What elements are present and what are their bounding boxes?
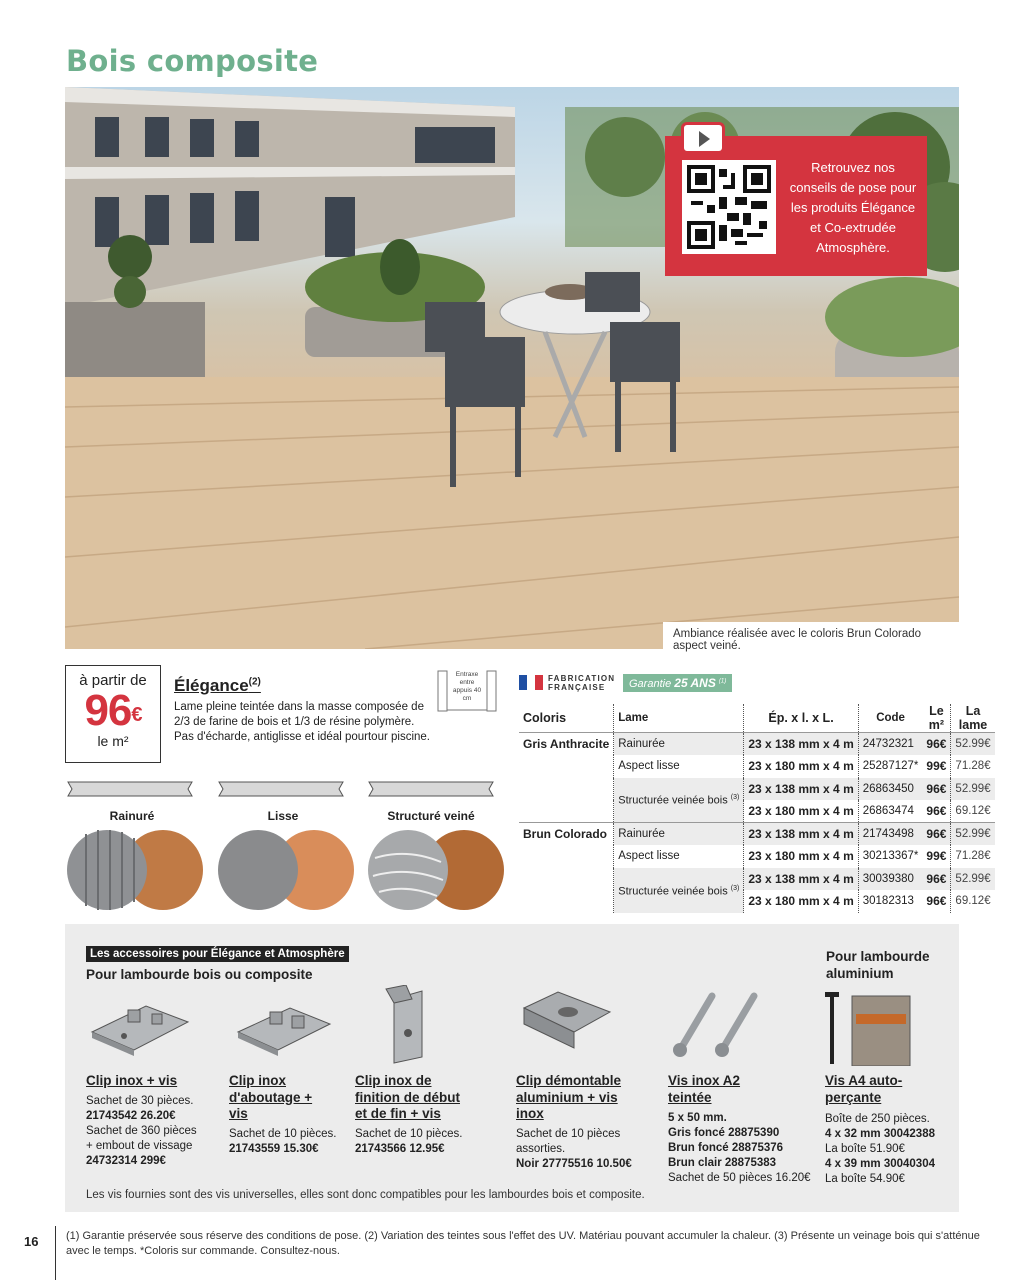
coloris-gris: Gris Anthracite (519, 733, 614, 823)
acc-detail-clip-aboutage: Sachet de 10 pièces. 21743559 15.30€ (229, 1128, 337, 1155)
acc-detail-clip-finition: Sachet de 10 pièces. 21743566 12.95€ (355, 1128, 463, 1155)
coloris-brun: Brun Colorado (519, 823, 614, 913)
swatch-rainure (66, 828, 206, 912)
screws-a4-box-icon (824, 990, 914, 1066)
table-row: 23 x 180 mm x 4 m 30182313 96€ 69.12€ (519, 890, 995, 913)
acc-title-clip-demontable: Clip démontable aluminium + vis inox (516, 1073, 622, 1121)
profile-structure-icon (367, 776, 495, 802)
price-unit: le m² (97, 733, 129, 749)
clip-inox-icon (88, 996, 192, 1060)
clip-finition-icon (382, 985, 434, 1065)
fabrication-label: FABRICATION FRANÇAISE (548, 674, 616, 692)
col-code: Code (858, 704, 922, 733)
acc-title-vis-inox: Vis inox A2 teintée (668, 1073, 741, 1105)
qr-text: Retrouvez nos conseils de pose pour les produits Élégance et Co-extrudée Atmosphère. (789, 160, 917, 255)
acc-title-clip-aboutage: Clip inox d'aboutage + vis (229, 1073, 313, 1121)
footnotes: (1) Garantie préservée sous réserve des conditions de pose. (2) Variation des teintes sous l'effet des UV. Matériau pouvant accumuler la chaleur. (3) Présente un veinage bois qui s'atténue avec le temps. *Coloris sur commande. Consultez-nous. (66, 1230, 980, 1257)
table-row: Structurée veinée bois $^{(3)}$ 23 x 138 mm x 4 m 30039380 96€ 52.99€ (519, 868, 995, 891)
table-row: Gris Anthracite Rainurée 23 x 138 mm x 4 m 24732321 96€ 52.99€ (519, 733, 995, 756)
acc-title-clip-inox: Clip inox + vis (86, 1073, 178, 1088)
col-plame: La lame (951, 704, 995, 733)
acc-title-clip-finition: Clip inox de finition de début et de fin + vis (355, 1073, 460, 1121)
table-row: Brun Colorado Rainurée 23 x 138 mm x 4 m 21743498 96€ 52.99€ (519, 823, 995, 846)
acc-title-vis-a4: Vis A4 auto-perçante (825, 1073, 903, 1105)
profile-label-rainure: Rainuré (109, 809, 155, 823)
table-row: Aspect lisse 23 x 180 mm x 4 m 25287127* 99€ 71.28€ (519, 755, 995, 778)
accessories-subtitle-alu: Pour lambourde aluminium (826, 949, 930, 981)
spec-table (519, 704, 995, 913)
col-pm2: Le m² (928, 704, 945, 732)
table-row: Aspect lisse 23 x 180 mm x 4 m 30213367* 99€ 71.28€ (519, 845, 995, 868)
clip-aboutage-icon (234, 1000, 334, 1058)
accessories-subtitle-wood: Pour lambourde bois ou composite (86, 967, 313, 982)
table-row: Structurée veinée bois $^{(3)}$ 23 x 138 mm x 4 m 26863450 96€ 52.99€ (519, 778, 995, 801)
product-description: Lame pleine teintée dans la masse composée de 2/3 de farine de bois et 1/3 de résine polymère. Pas d'écharde, antiglisse et idéal pourtour piscine. (174, 701, 430, 743)
acc-detail-vis-a4: Boîte de 250 pièces. 4 x 32 mm 30042388 La boîte 51.90€ 4 x 39 mm 30040304 La boîte 54.90€ (825, 1113, 935, 1185)
profile-lisse-icon (217, 776, 345, 802)
table-row: 23 x 180 mm x 4 m 26863474 96€ 69.12€ (519, 800, 995, 823)
profile-label-structure: Structuré veiné (387, 809, 475, 823)
price-from: à partir de (79, 672, 147, 689)
photo-caption: Ambiance réalisée avec le coloris Brun Colorado aspect veiné. (663, 622, 959, 649)
play-icon[interactable] (681, 122, 725, 154)
page-divider (55, 1226, 56, 1280)
page-number: 16 (24, 1234, 39, 1249)
accessories-tag: Les accessoires pour Élégance et Atmosphère (86, 946, 349, 962)
clip-demontable-icon (518, 988, 616, 1054)
screws-inox-icon (668, 990, 764, 1060)
qr-code-icon[interactable] (682, 160, 776, 254)
price-amount: 96€ (84, 686, 142, 735)
product-name: Élégance$^{(2)}$ (174, 676, 261, 695)
swatch-structure (367, 828, 507, 912)
acc-detail-clip-inox: Sachet de 30 pièces. 21743542 26.20€ Sachet de 360 pièces + embout de vissage 24732314 299€ (86, 1095, 197, 1167)
entraxe-text: Entraxe entre appuis 40 cm (452, 671, 482, 702)
col-coloris: Coloris (523, 711, 567, 725)
price-box (65, 665, 161, 763)
acc-detail-clip-demontable: Sachet de 10 pièces assorties. Noir 27775516 10.50€ (516, 1128, 632, 1170)
profile-rainure-icon (66, 776, 194, 802)
col-dim: Ép. x l. x L. (744, 704, 858, 733)
profile-label-lisse: Lisse (267, 809, 299, 823)
warranty-badge: Garantie 25 ANS $^{(1)}$ (623, 674, 732, 692)
french-flag-icon (519, 675, 543, 690)
accessories-note: Les vis fournies sont des vis universelles, elles sont donc compatibles pour les lambourdes bois et composite. (86, 1189, 645, 1201)
page-title: Bois composite (66, 44, 319, 78)
swatch-lisse (217, 828, 357, 912)
col-lame: Lame (614, 704, 744, 733)
acc-detail-vis-inox: 5 x 50 mm. Gris foncé 28875390 Brun foncé 28875376 Brun clair 28875383 Sachet de 50 pièces 16.20€ (668, 1112, 811, 1184)
